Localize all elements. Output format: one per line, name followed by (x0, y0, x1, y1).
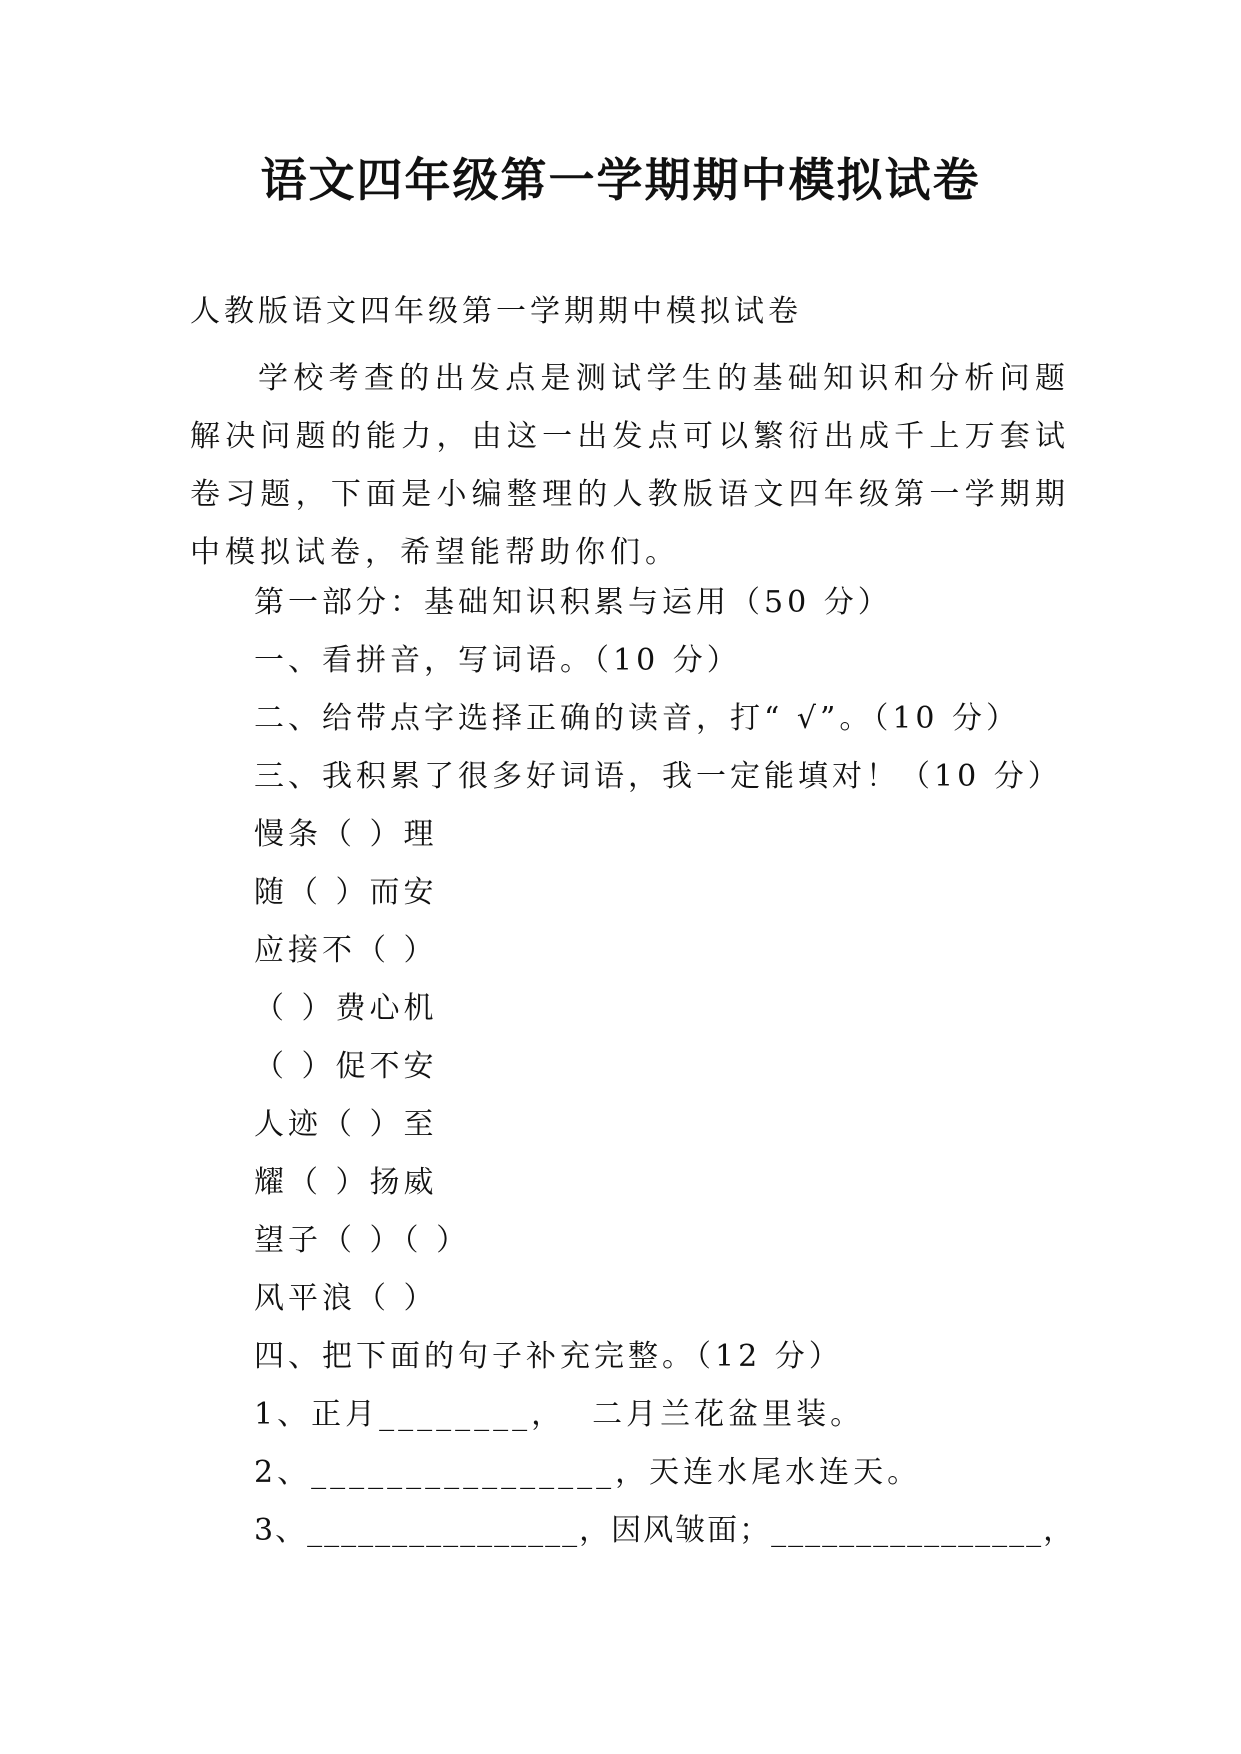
idiom-item: 随（ ）而安 (254, 875, 438, 910)
sentence-item: 2、________________，天连水尾水连天。 (254, 1455, 922, 1490)
intro-paragraph: 学校考查的出发点是测试学生的基础知识和分析问题解决问题的能力，由这一出发点可以繁衍出成千上万套试卷习题，下面是小编整理的人教版语文四年级第一学期期中模拟试卷，希望能帮助你们。 (190, 361, 1070, 570)
idiom-item: （ ）费心机 (254, 991, 438, 1026)
part1-heading: 第一部分：基础知识积累与运用（50 分） (254, 585, 892, 620)
idiom-item: 风平浪（ ） (254, 1281, 438, 1316)
question-1: 一、看拼音，写词语。（10 分） (254, 643, 741, 678)
question-3: 三、我积累了很多好词语，我一定能填对！（10 分） (254, 759, 1062, 794)
sentence-item: 3、________________，因风皱面；________________， (254, 1513, 1076, 1548)
sentence-item: 1、正月________， 二月兰花盆里装。 (254, 1397, 865, 1432)
idiom-item: 慢条（ ）理 (254, 817, 438, 852)
document-title: 语文四年级第一学期期中模拟试卷 (260, 153, 981, 207)
idiom-item: 望子（ ）（ ） (254, 1223, 471, 1258)
idiom-item: 应接不（ ） (254, 933, 438, 968)
question-2: 二、给带点字选择正确的读音，打“ √”。（10 分） (254, 701, 1021, 736)
question-4: 四、把下面的句子补充完整。（12 分） (254, 1339, 843, 1374)
idiom-item: （ ）促不安 (254, 1049, 438, 1084)
document-subtitle: 人教版语文四年级第一学期期中模拟试卷 (190, 294, 802, 329)
idiom-item: 人迹（ ）至 (254, 1107, 438, 1142)
idiom-item: 耀（ ）扬威 (254, 1165, 438, 1200)
